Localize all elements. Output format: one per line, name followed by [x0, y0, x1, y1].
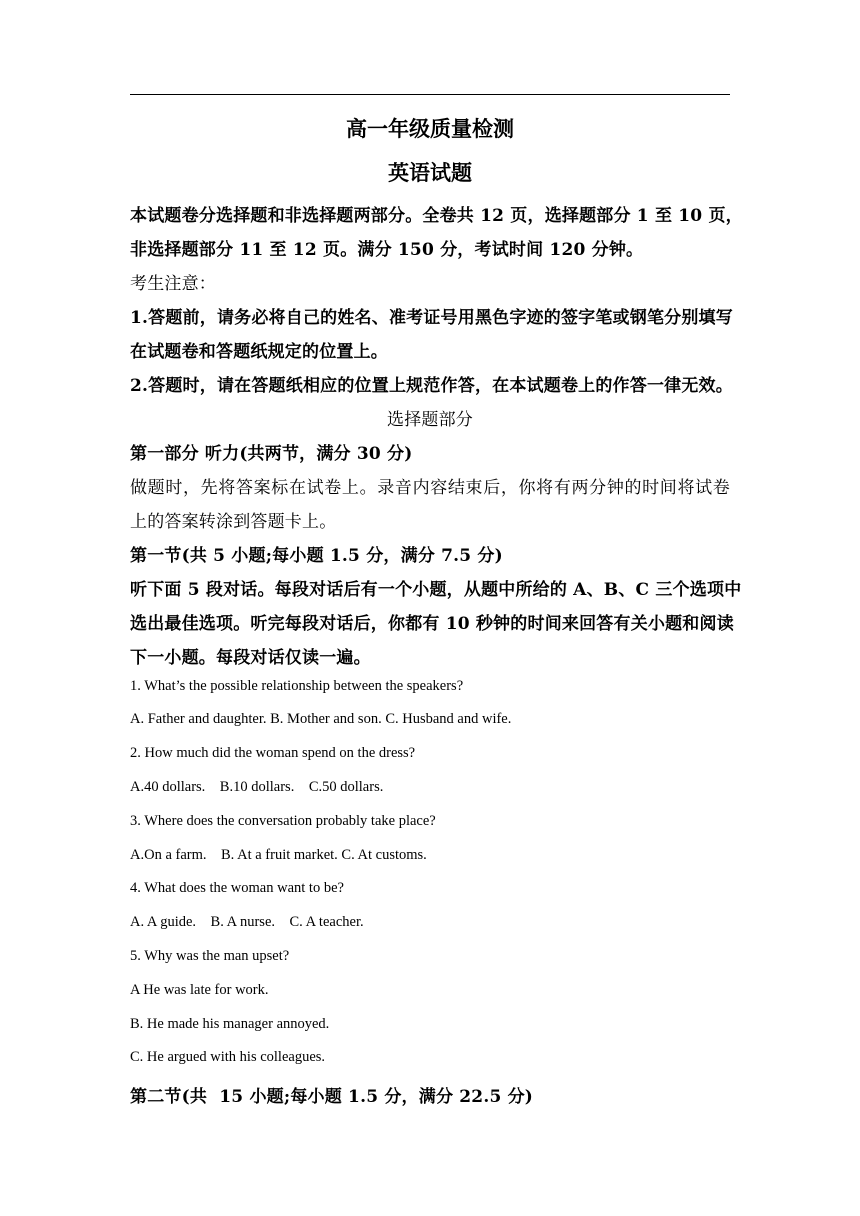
notice-item-1-line-2: 在试题卷和答题纸规定的位置上。 — [130, 342, 388, 362]
question-5: 5. Why was the man upset? — [130, 948, 290, 964]
notice-item-1-line-1: 1.答题前，请务必将自己的姓名、准考证号用黑色字迹的签字笔或钢笔分别填写 — [130, 308, 733, 328]
question-5-option-a: A He was late for work. — [130, 982, 269, 998]
question-4: 4. What does the woman want to be? — [130, 880, 344, 896]
question-1-options: A. Father and daughter. B. Mother and son. C. Husband and wife. — [130, 711, 512, 727]
section1-instruction-line-1: 听下面 5 段对话。每段对话后有一个小题，从题中所给的 A、B、C 三个选项中 — [130, 580, 742, 600]
question-2-options: A.40 dollars. B.10 dollars. C.50 dollars. — [130, 779, 384, 795]
question-5-option-b: B. He made his manager annoyed. — [130, 1016, 330, 1032]
exam-title: 高一年级质量检测 — [346, 116, 514, 141]
part1-instruction-line-1: 做题时，先将答案标在试卷上。录音内容结束后，你将有两分钟的时间将试卷 — [130, 478, 730, 498]
section1-instruction-line-3: 下一小题。每段对话仅读一遍。 — [130, 648, 371, 668]
intro-line-2: 非选择题部分 11 至 12 页。满分 150 分，考试时间 120 分钟。 — [130, 240, 644, 260]
section-heading: 选择题部分 — [387, 410, 473, 430]
question-5-option-c: C. He argued with his colleagues. — [130, 1049, 326, 1065]
question-3: 3. Where does the conversation probably take place? — [130, 813, 436, 829]
part1-heading: 第一部分 听力(共两节，满分 30 分) — [130, 444, 413, 464]
exam-subtitle: 英语试题 — [388, 160, 472, 185]
question-3-options: A.On a farm. B. At a fruit market. C. At customs. — [130, 847, 427, 863]
question-4-options: A. A guide. B. A nurse. C. A teacher. — [130, 914, 364, 930]
intro-line-1: 本试题卷分选择题和非选择题两部分。全卷共 12 页，选择题部分 1 至 10 页， — [130, 206, 743, 226]
section1-heading: 第一节(共 5 小题;每小题 1.5 分，满分 7.5 分) — [130, 546, 503, 566]
section2-heading: 第二节(共 15 小题;每小题 1.5 分，满分 22.5 分) — [130, 1087, 534, 1107]
notice-item-2: 2.答题时，请在答题纸相应的位置上规范作答，在本试题卷上的作答一律无效。 — [130, 376, 733, 396]
part1-instruction-line-2: 上的答案转涂到答题卡上。 — [130, 512, 337, 532]
section1-instruction-line-2: 选出最佳选项。听完每段对话后，你都有 10 秒钟的时间来回答有关小题和阅读 — [130, 614, 734, 634]
question-1: 1. What’s the possible relationship between the speakers? — [130, 678, 464, 694]
notice-label: 考生注意： — [130, 274, 216, 294]
header-rule — [130, 94, 730, 95]
question-2: 2. How much did the woman spend on the dress? — [130, 745, 416, 761]
